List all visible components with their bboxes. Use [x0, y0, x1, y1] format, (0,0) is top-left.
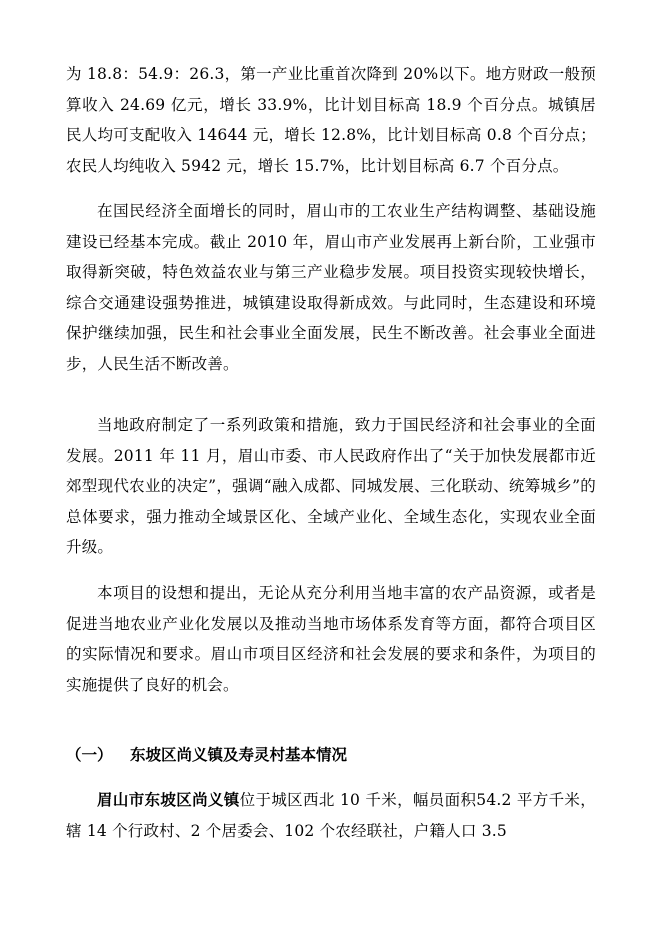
section-title: 东坡区尚义镇及寿灵村基本情况: [130, 745, 348, 764]
section-heading: [66, 740, 596, 770]
paragraph-project-rationale: 本项目的设想和提出，无论从充分利用当地丰富的农产品资源，或者是促进当地农业产业化发展以及推动当地市场体系发育等方面，都符合项目区的实际情况和要求。眉山市项目区经济和社会发展的要求和条件，为项目的实施提供了良好的机会。: [66, 584, 596, 694]
section-number: （一）: [66, 745, 113, 764]
paragraph-economic-statistics: 为 18.8：54.9：26.3，第一产业比重首次降到 20%以下。地方财政一般预算收入 24.69 亿元，增长 33.9%，比计划目标高 18.9 个百分点。城镇居民人均可支配收入 14644 元，增长 12.8%，比计划目标高 0.8 个百分点；农民人均纯收入 5942 元，增长 15.7%，比计划目标高 6.7 个百分点。: [66, 65, 596, 175]
town-name-bold: 眉山市东坡区尚义镇: [97, 790, 240, 809]
paragraph-government-policy: 当地政府制定了一系列政策和措施，致力于国民经济和社会事业的全面发展。2011 年 11 月，眉山市委、市人民政府作出了“关于加快发展都市近郊型现代农业的决定”，强调“融入成都、同城发展、三化联动、统筹城乡”的总体要求，强力推动全域景区化、全域产业化、全域生态化，实现农业全面升级。: [66, 416, 596, 556]
town-description: 位于城区西北 10 千米，幅员面积54.2 平方千米，辖 14 个行政村、2 个居委会、102 个农经联社，户籍人口 3.5: [66, 791, 596, 840]
paragraph-town-overview: [66, 785, 596, 846]
paragraph-economic-growth: 在国民经济全面增长的同时，眉山市的工农业生产结构调整、基础设施建设已经基本完成。截止 2010 年，眉山市产业发展再上新台阶，工业强市取得新突破，特色效益农业与第三产业稳步发展。项目投资实现较快增长，综合交通建设强势推进，城镇建设取得新成效。与此同时，生态建设和环境保护继续加强，民生和社会事业全面发展，民生不断改善。社会事业全面进步，人民生活不断改善。: [66, 202, 596, 373]
